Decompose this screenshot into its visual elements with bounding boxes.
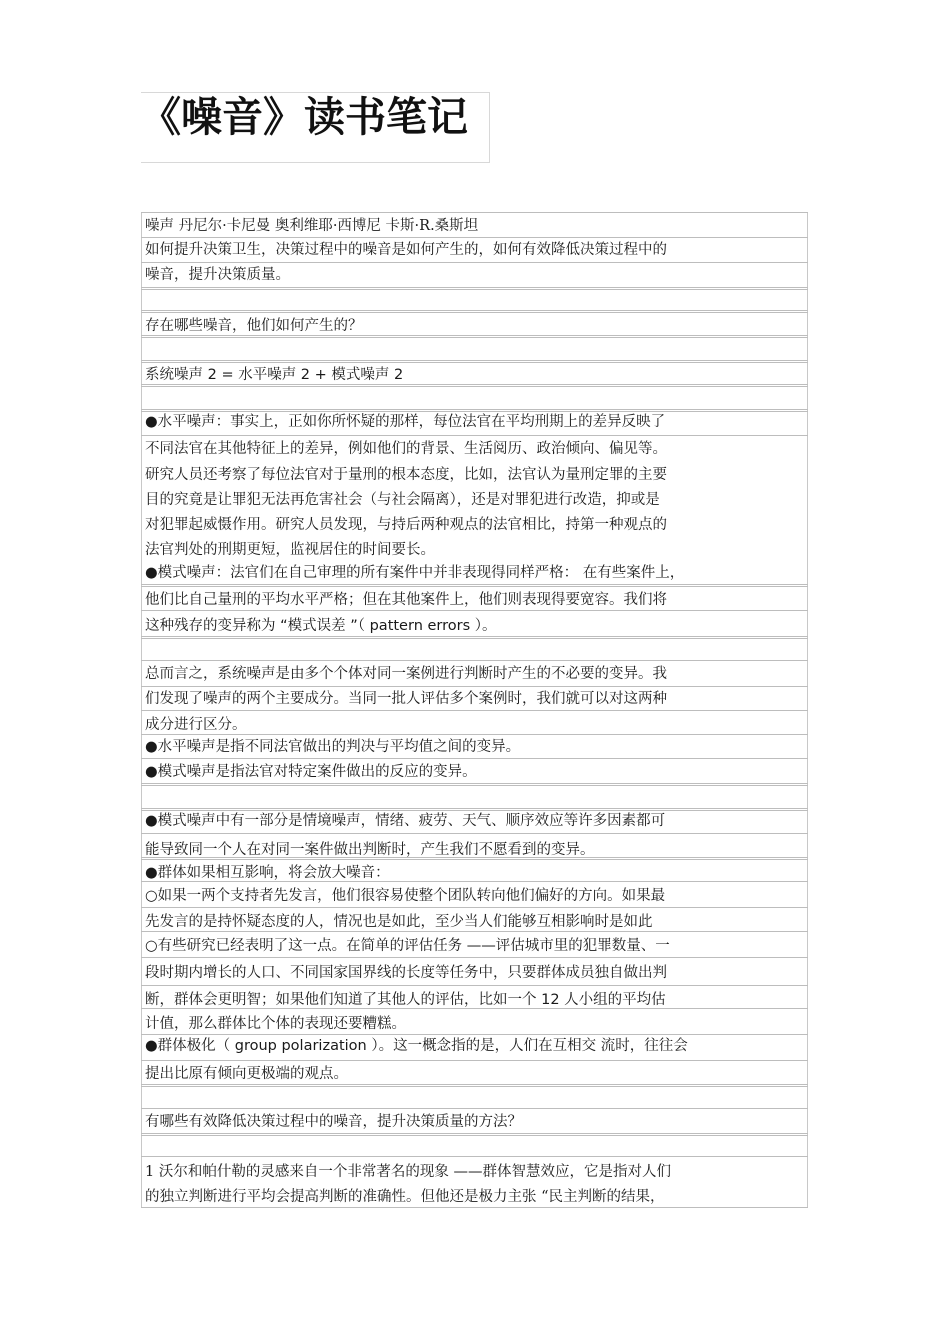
text-line: 计值，那么群体比个体的表现还要糟糕。 bbox=[145, 1016, 406, 1032]
table-rule bbox=[141, 907, 808, 908]
text-line: 段时期内增长的人口、不同国家国界线的长度等任务中，只要群体成员独自做出判 bbox=[145, 965, 667, 981]
table-rule bbox=[141, 758, 808, 759]
text-line: ●模式噪声：法官们在自己审理的所有案件中并非表现得同样严格： 在有些案件上， bbox=[145, 565, 685, 581]
table-rule bbox=[141, 262, 808, 263]
table-rule bbox=[141, 734, 808, 735]
text-line: ●群体如果相互影响，将会放大噪音： bbox=[145, 865, 390, 881]
table-rule bbox=[141, 1060, 808, 1061]
table-rule bbox=[141, 636, 808, 639]
text-line: 成分进行区分。 bbox=[145, 717, 247, 733]
text-line: ●模式噪声是指法官对特定案件做出的反应的变异。 bbox=[145, 764, 477, 780]
text-line: ●水平噪声：事实上，正如你所怀疑的那样，每位法官在平均刑期上的差异反映了 bbox=[145, 414, 666, 430]
text-line: ○有些研究已经表明了这一点。在简单的评估任务 ——评估城市里的犯罪数量、一 bbox=[145, 938, 670, 954]
text-line: 不同法官在其他特征上的差异，例如他们的背景、生活阅历、政治倾向、偏见等。 bbox=[145, 441, 667, 457]
table-rule bbox=[141, 710, 808, 711]
table-rule bbox=[141, 808, 808, 811]
text-line: ●群体极化（ group polarization ）。这一概念指的是，人们在互相交 流时，往往会 bbox=[145, 1038, 688, 1054]
text-line: 1 沃尔和帕什勒的灵感来自一个非常著名的现象 ——群体智慧效应，它是指对人们 bbox=[145, 1164, 671, 1180]
table-rule bbox=[141, 1207, 808, 1208]
text-line: 他们比自己量刑的平均水平严格；但在其他案件上，他们则表现得要宽容。我们将 bbox=[145, 592, 667, 608]
table-rule bbox=[141, 1034, 808, 1035]
text-line: 噪声 丹尼尔·卡尼曼 奥利维耶·西博尼 卡斯·R.桑斯坦 bbox=[145, 218, 479, 234]
text-line: 断，群体会更明智；如果他们知道了其他人的评估，比如一个 12 人小组的平均估 bbox=[145, 992, 666, 1008]
text-line: ●水平噪声是指不同法官做出的判决与平均值之间的变异。 bbox=[145, 739, 521, 755]
table-rule bbox=[141, 985, 808, 986]
table-rule bbox=[141, 1156, 808, 1157]
table-rule bbox=[141, 610, 808, 611]
table-rule bbox=[141, 1084, 808, 1087]
text-line: 系统噪声 2 = 水平噪声 2 + 模式噪声 2 bbox=[145, 367, 404, 383]
table-rule bbox=[141, 384, 808, 387]
table-rule bbox=[141, 237, 808, 238]
table-rule bbox=[141, 1108, 808, 1109]
text-line: 噪音，提升决策质量。 bbox=[145, 267, 290, 283]
text-line: 提出比原有倾向更极端的观点。 bbox=[145, 1066, 348, 1082]
table-rule bbox=[141, 833, 808, 834]
text-line: 们发现了噪声的两个主要成分。当同一批人评估多个案例时，我们就可以对这两种 bbox=[145, 691, 667, 707]
page-title: 《噪音》读书笔记 bbox=[140, 93, 468, 141]
table-rule bbox=[141, 660, 808, 661]
text-line: 对犯罪起威慑作用。研究人员发现，与持后两种观点的法官相比，持第一种观点的 bbox=[145, 517, 667, 533]
table-rule bbox=[141, 287, 808, 290]
text-line: 先发言的是持怀疑态度的人，情况也是如此，至少当人们能够互相影响时是如此 bbox=[145, 914, 653, 930]
table-rule bbox=[141, 686, 808, 687]
text-line: 总而言之，系统噪声是由多个个体对同一案例进行判断时产生的不必要的变异。我 bbox=[145, 666, 667, 682]
text-line: 目的究竟是让罪犯无法再危害社会（与社会隔离），还是对罪犯进行改造，抑或是 bbox=[145, 492, 660, 508]
table-rule bbox=[141, 360, 808, 363]
text-line: ○如果一两个支持者先发言，他们很容易使整个团队转向他们偏好的方向。如果最 bbox=[145, 888, 666, 904]
table-rule bbox=[141, 957, 808, 958]
text-line: 能导致同一个人在对同一案件做出判断时，产生我们不愿看到的变异。 bbox=[145, 842, 595, 858]
table-rule bbox=[141, 212, 808, 213]
table-rule bbox=[141, 783, 808, 786]
text-line: 如何提升决策卫生，决策过程中的噪音是如何产生的，如何有效降低决策过程中的 bbox=[145, 242, 667, 258]
table-rule bbox=[141, 310, 808, 313]
table-rule bbox=[141, 409, 808, 412]
table-rule bbox=[141, 1133, 808, 1136]
text-line: 的独立判断进行平均会提高判断的准确性。但他还是极力主张 “民主判断的结果， bbox=[145, 1189, 665, 1205]
table-rule bbox=[141, 931, 808, 932]
text-line: 法官判处的刑期更短，监视居住的时间要长。 bbox=[145, 542, 435, 558]
table-rule bbox=[141, 584, 808, 587]
text-line: 这种残存的变异称为 “模式误差 ”（ pattern errors ）。 bbox=[145, 618, 497, 634]
text-line: 存在哪些噪音，他们如何产生的？ bbox=[145, 318, 363, 334]
text-line: 研究人员还考察了每位法官对于量刑的根本态度，比如，法官认为量刑定罪的主要 bbox=[145, 467, 667, 483]
table-rule bbox=[141, 335, 808, 338]
table-rule bbox=[141, 435, 808, 436]
text-line: 有哪些有效降低决策过程中的噪音，提升决策质量的方法？ bbox=[145, 1114, 522, 1130]
text-line: ●模式噪声中有一部分是情境噪声，情绪、疲劳、天气、顺序效应等许多因素都可 bbox=[145, 813, 666, 829]
